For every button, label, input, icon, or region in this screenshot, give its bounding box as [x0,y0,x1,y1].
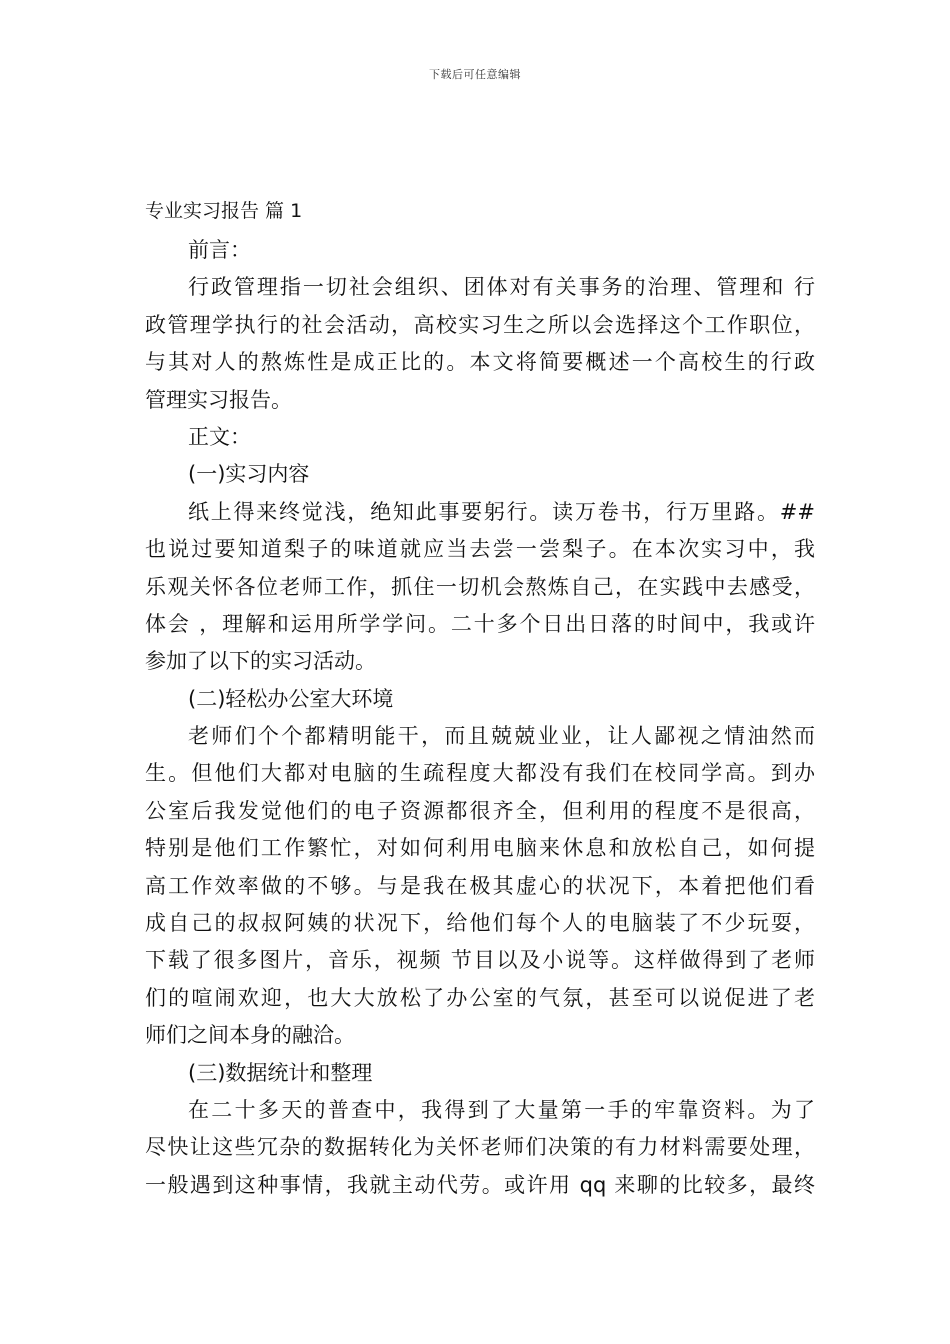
paragraph-line: 生。但他们大都对电脑的生疏程度大都没有我们在校同学高。到办 [145,761,815,786]
paragraph-line: 乐观关怀各位老师工作，抓住一切机会熬炼自己，在实践中去感受， [145,574,815,599]
paragraph-line: 纸上得来终觉浅，绝知此事要躬行。读万卷书，行万里路。## [188,499,815,524]
document-body [145,196,815,1204]
subsection-heading-internship-content: (一)实习内容 [188,462,310,487]
paragraph-line: 参加了以下的实习活动。 [145,649,376,674]
paragraph-line: 成自己的叔叔阿姨的状况下，给他们每个人的电脑装了不少玩耍， [145,911,815,936]
paragraph-line: 们的喧闹欢迎，也大大放松了办公室的气氛，甚至可以说促进了老 [145,985,815,1010]
paragraph-line: 一般遇到这种事情，我就主动代劳。或许用 qq 来聊的比较多，最终 [145,1172,815,1197]
paragraph-line: 体会 ，理解和运用所学学问。二十多个日出日落的时间中，我或许 [145,611,815,636]
paragraph-line: 师们之间本身的融洽。 [145,1023,355,1048]
section-heading-body: 正文： [188,424,251,449]
paragraph-line: 公室后我发觉他们的电子资源都很齐全，但利用的程度不是很高， [145,798,815,823]
subsection-heading-data-statistics: (三)数据统计和整理 [188,1060,373,1085]
paragraph-line: 也说过要知道梨子的味道就应当去尝一尝梨子。在本次实习中，我 [145,537,815,562]
paragraph-line: 尽快让这些冗杂的数据转化为关怀老师们决策的有力材料需要处理， [145,1135,815,1160]
paragraph-line: 高工作效率做的不够。与是我在极其虚心的状况下，本着把他们看 [145,873,815,898]
paragraph-line: 老师们个个都精明能干，而且兢兢业业，让人鄙视之情油然而 [188,724,815,749]
subsection-heading-office-environment: (二)轻松办公室大环境 [188,686,394,711]
paragraph-line: 行政管理指一切社会组织、团体对有关事务的治理、管理和 行 [188,275,815,300]
page-header: 下载后可任意编辑 [429,68,521,81]
paragraph-line: 特别是他们工作繁忙，对如何利用电脑来休息和放松自己，如何提 [145,836,815,861]
document-title: 专业实习报告 篇 1 [145,200,303,222]
paragraph-line: 管理实习报告。 [145,387,292,412]
paragraph-line: 在二十多天的普查中，我得到了大量第一手的牢靠资料。为了 [188,1097,815,1122]
paragraph-line: 与其对人的熬炼性是成正比的。本文将简要概述一个高校生的行政 [145,350,815,375]
paragraph-line: 下载了很多图片，音乐，视频 节目以及小说等。这样做得到了老师 [145,948,815,973]
section-heading-preface: 前言： [188,238,251,262]
paragraph-line: 政管理学执行的社会活动，高校实习生之所以会选择这个工作职位， [145,312,815,337]
